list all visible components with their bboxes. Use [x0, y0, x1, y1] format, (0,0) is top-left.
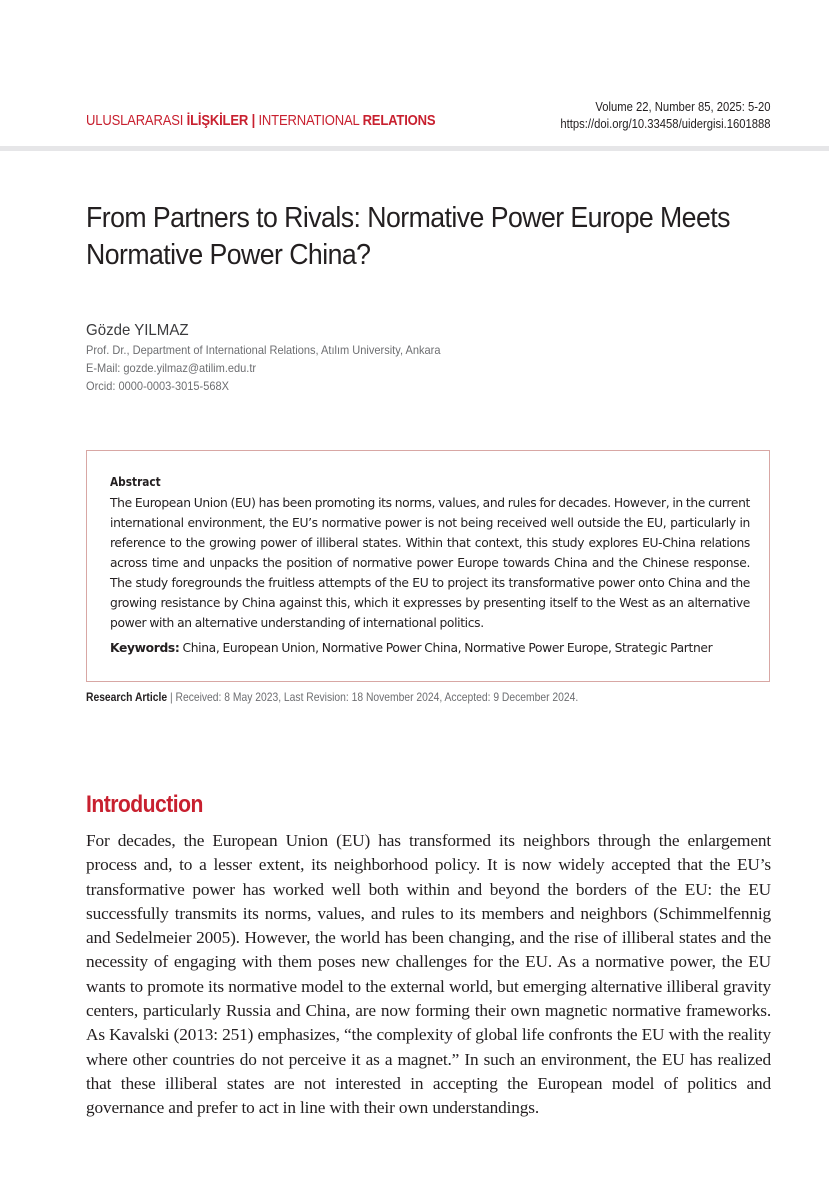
keywords-label: Keywords: — [110, 641, 180, 655]
article-info — [86, 689, 578, 705]
author-email[interactable]: E-Mail: gozde.yilmaz@atilim.edu.tr — [86, 361, 257, 375]
abstract-heading: Abstract — [110, 475, 161, 489]
article-type: Research Article — [86, 690, 168, 704]
journal-name — [86, 113, 435, 129]
journal-name-turkish-bold: İLİŞKİLER — [186, 113, 249, 129]
keywords — [110, 638, 750, 658]
journal-header — [0, 0, 829, 148]
journal-name-english-bold: RELATIONS — [362, 113, 436, 129]
journal-name-turkish: ULUSLARARASI — [86, 113, 187, 129]
article-title: From Partners to Rivals: Normative Power Europe Meets Normative Power China? — [86, 202, 730, 271]
journal-meta — [561, 99, 771, 133]
author-name: Gözde YILMAZ — [86, 322, 189, 339]
journal-name-english: INTERNATIONAL — [258, 113, 363, 129]
abstract-box — [86, 450, 770, 682]
keywords-list: China, European Union, Normative Power China, Normative Power Europe, Strategic Partner — [179, 641, 713, 655]
introduction-paragraph: For decades, the European Union (EU) has transformed its neighbors through the enlargement process and, to a lesser extent, its neighborhood policy. It is now widely accepted that the EU’s transformative power has worked well both within and beyond the borders of the EU: the EU successfully transmits its norms, values, and rules to its members and neighbors (Schimmelfennig and Sedelmeier 2005). However, the world has been changing, and the rise of illiberal states and the necessity of engaging with them poses new challenges for the EU. As a normative power, the EU wants to promote its normative model to the external world, but emerging alternative illiberal gravity centers, particularly Russia and China, are now forming their own magnetic normative frameworks. As Kavalski (2013: 251) emphasizes, “the complexity of global life confronts the EU with the reality where other countries do not perceive it as a magnet.” In such an environment, the EU has realized that these illiberal states are not interested in accepting the European model of politics and governance and prefer to act in line with their own understandings. — [86, 831, 771, 1118]
journal-name-separator: | — [248, 113, 259, 129]
author-block — [86, 320, 471, 395]
abstract-text: The European Union (EU) has been promoting its norms, values, and rules for decades. However, in the current international environment, the EU’s normative power is not being received well outside the EU, particularly in reference to the growing power of illiberal states. Within that context, this study explores EU-China relations across time and unpacks the position of normative power Europe towards China and the Chinese response. The study foregrounds the fruitless attempts of the EU to project its transformative power onto China and the growing resistance by China against this, which it expresses by presenting itself to the West as an alternative power with an alternative understanding of international politics. — [110, 496, 750, 630]
doi-link[interactable]: https://doi.org/10.33458/uidergisi.1601888 — [560, 117, 771, 131]
header-divider — [0, 146, 829, 151]
article-info-separator: | — [167, 690, 176, 704]
volume-info: Volume 22, Number 85, 2025: 5-20 — [595, 100, 771, 114]
author-affiliation: Prof. Dr., Department of International Relations, Atılım University, Ankara — [86, 343, 441, 357]
article-dates: Received: 8 May 2023, Last Revision: 18 November 2024, Accepted: 9 December 2024. — [175, 690, 579, 704]
abstract-content — [110, 473, 750, 658]
author-orcid: Orcid: 0000-0003-3015-568X — [86, 379, 230, 393]
section-heading-introduction: Introduction — [86, 791, 203, 818]
